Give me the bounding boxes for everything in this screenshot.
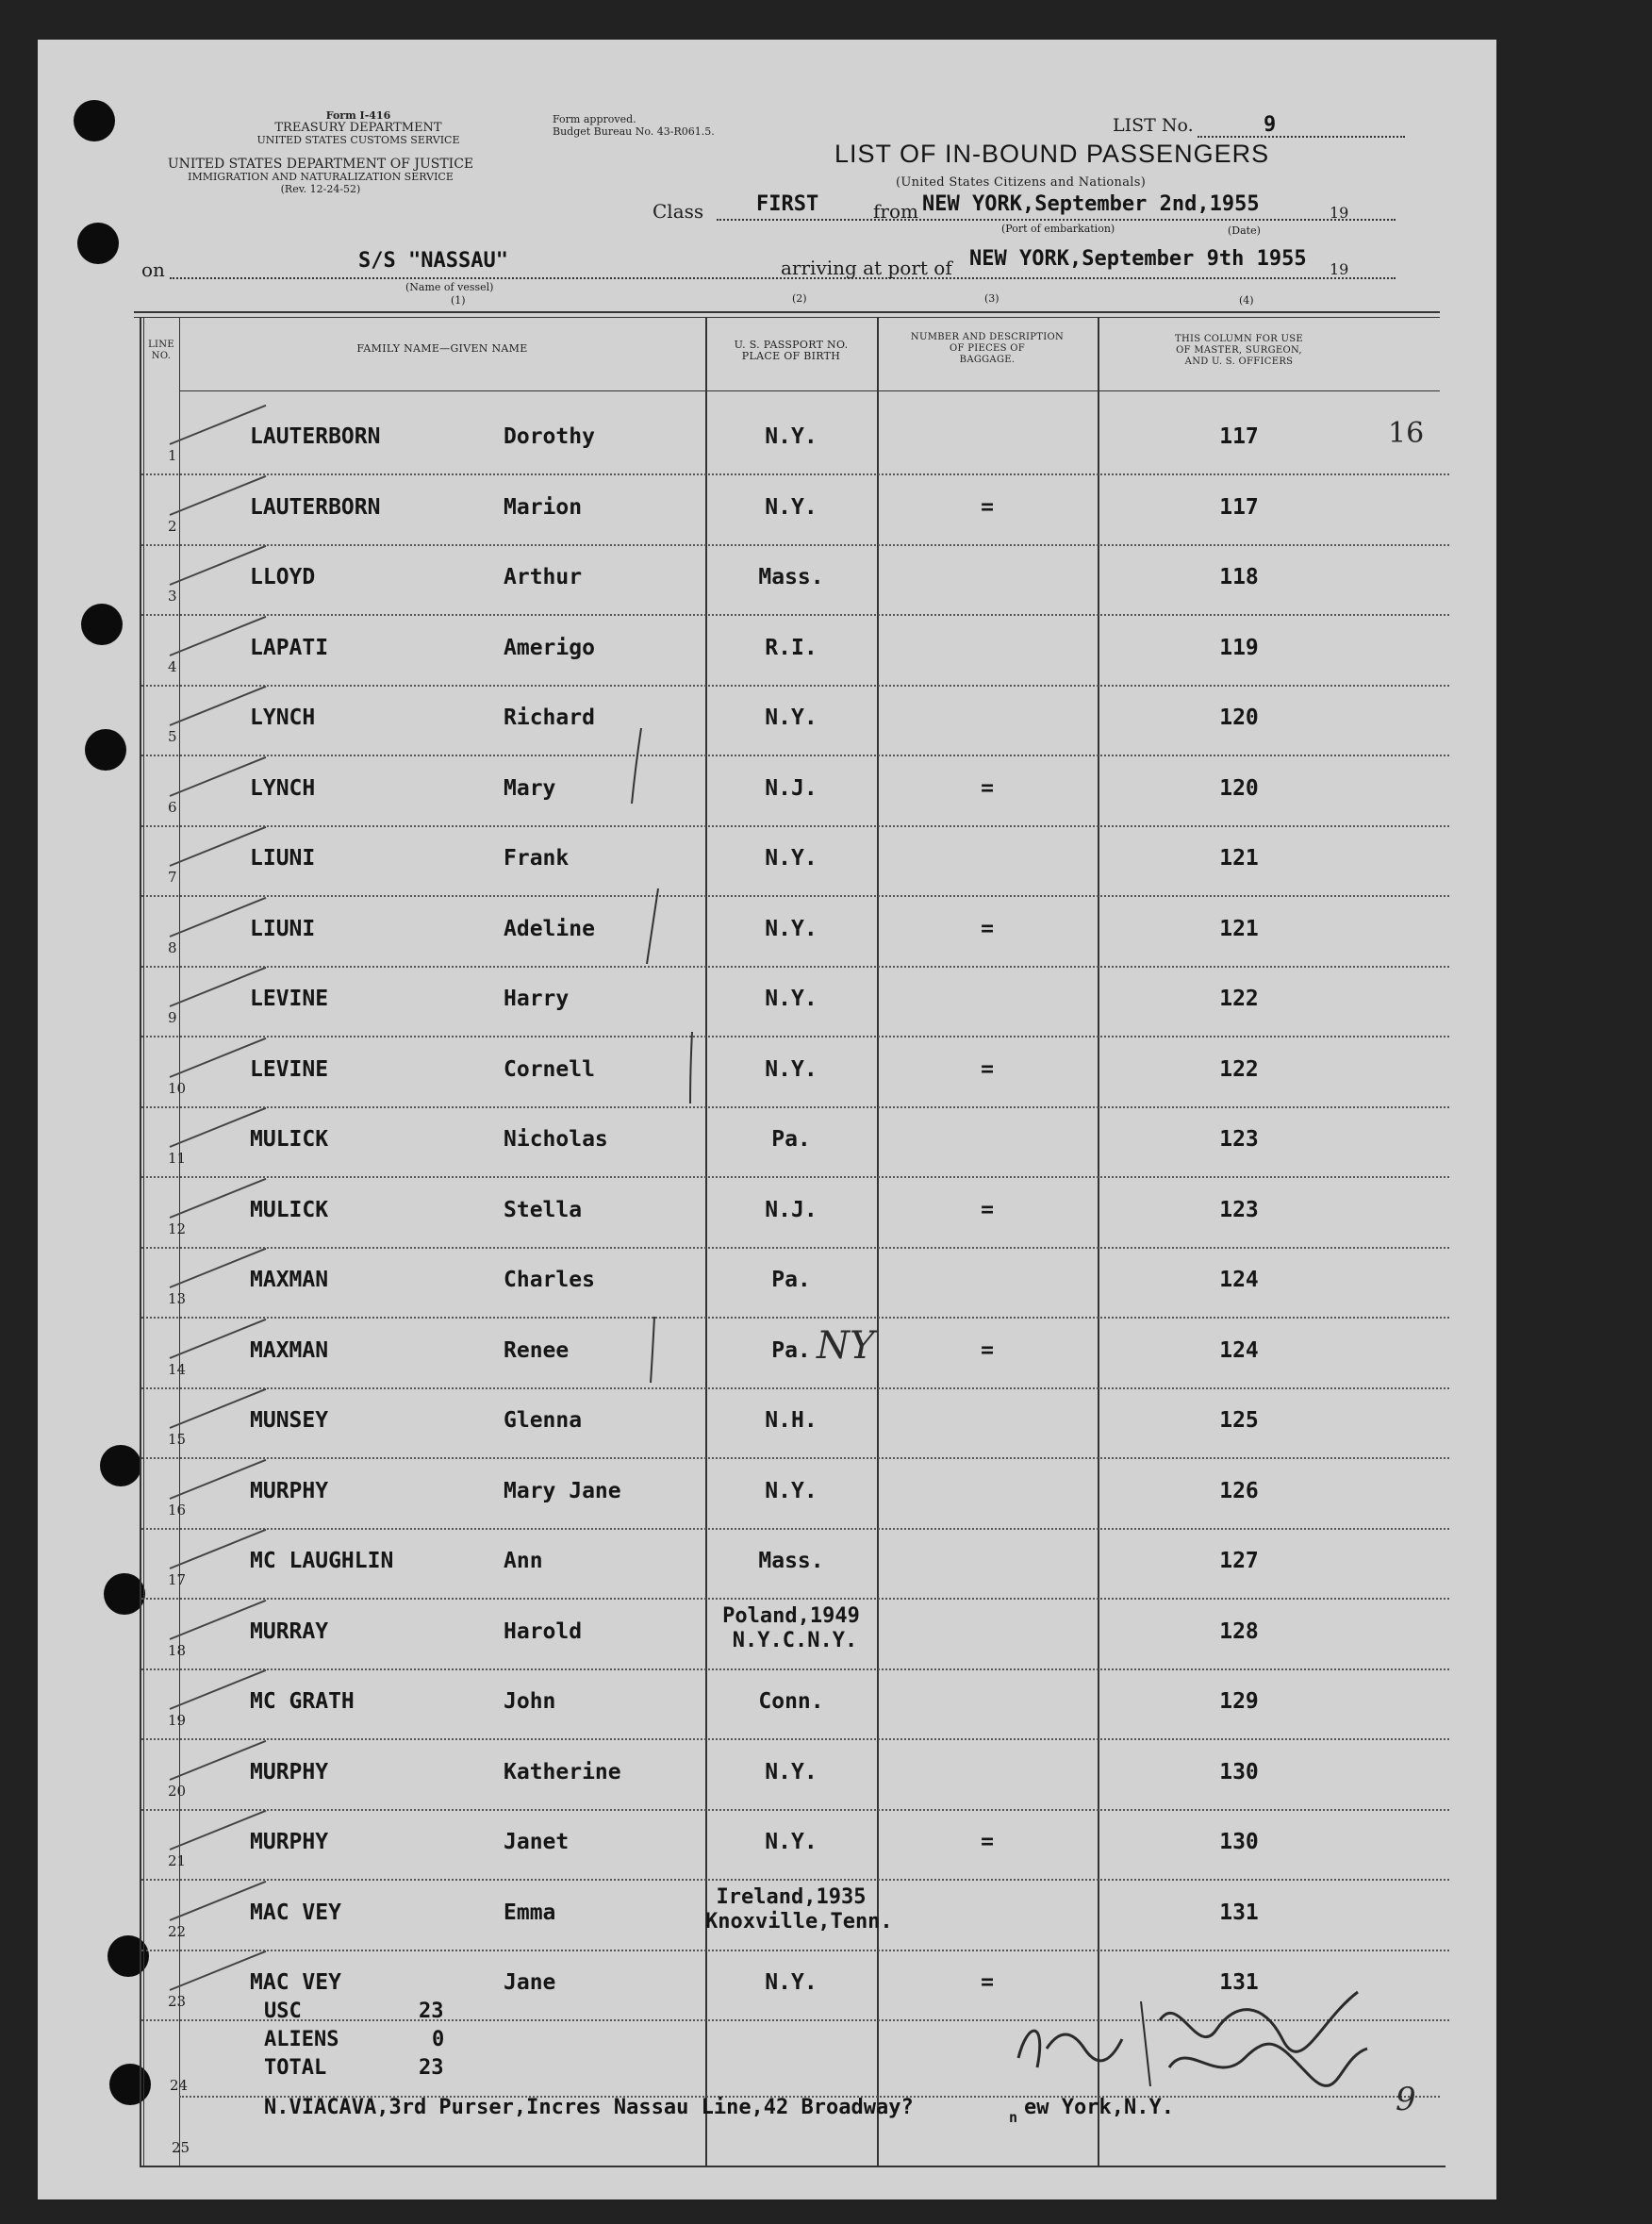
list-title: LIST OF IN-BOUND PASSENGERS bbox=[834, 140, 1270, 168]
given-name: Ann bbox=[504, 1549, 543, 1573]
given-name: Adeline bbox=[504, 916, 595, 941]
officer-number: 122 bbox=[1219, 1056, 1259, 1082]
ins-service: IMMIGRATION AND NATURALIZATION SERVICE bbox=[188, 171, 454, 183]
purser-signature-line: N.VIACAVA,3rd Purser,Incres Nassau Line,42 Broadway? bbox=[264, 2096, 914, 2119]
col-passport: U. S. PASSPORT NO. bbox=[734, 339, 849, 351]
line-number: 24 bbox=[170, 2077, 189, 2094]
birth-place-line-2: N.Y.C.N.Y. bbox=[732, 1628, 858, 1652]
margin-note-9: 9 bbox=[1396, 2081, 1416, 2118]
usc-label: USC bbox=[264, 2000, 302, 2023]
aliens-label: ALIENS bbox=[264, 2028, 339, 2051]
line-number: 20 bbox=[168, 1782, 187, 1800]
port-embark-caption: (Port of embarkation) bbox=[1001, 223, 1115, 235]
officer-number: 128 bbox=[1219, 1618, 1259, 1644]
given-name: Nicholas bbox=[504, 1127, 608, 1152]
officer-number: 124 bbox=[1219, 1268, 1259, 1292]
given-name: Mary Jane bbox=[504, 1478, 621, 1503]
birth-place: Pa. bbox=[771, 1337, 811, 1363]
line-number: 2 bbox=[168, 517, 177, 535]
officer-number: 117 bbox=[1219, 424, 1259, 449]
officer-number: 121 bbox=[1219, 916, 1259, 941]
col-line-no: LINE NO. bbox=[148, 340, 174, 361]
col-officer-2: OF MASTER, SURGEON, bbox=[1176, 345, 1302, 356]
given-name: Janet bbox=[504, 1830, 570, 1854]
officer-number: 117 bbox=[1219, 494, 1259, 520]
col-name: FAMILY NAME—GIVEN NAME bbox=[356, 342, 528, 355]
line-number: 14 bbox=[168, 1360, 187, 1378]
form-number: Form I-416 bbox=[325, 109, 391, 122]
signature-line-tail: ew York,N.Y. bbox=[1024, 2096, 1174, 2119]
officer-number: 119 bbox=[1219, 635, 1259, 660]
baggage: = bbox=[981, 1197, 994, 1222]
class-label: Class bbox=[653, 200, 704, 223]
given-name: Harry bbox=[504, 987, 570, 1011]
family-name: LYNCH bbox=[250, 775, 316, 801]
birth-place: N.Y. bbox=[765, 424, 818, 449]
given-name: Cornell bbox=[504, 1056, 595, 1082]
birth-place: R.I. bbox=[765, 635, 818, 660]
officer-number: 120 bbox=[1219, 705, 1259, 730]
given-name: Katherine bbox=[504, 1759, 621, 1784]
family-name: LLOYD bbox=[250, 565, 316, 589]
budget-bureau: Budget Bureau No. 43-R061.5. bbox=[553, 125, 715, 138]
family-name: MAC VEY bbox=[250, 1970, 341, 1995]
birth-place: N.J. bbox=[765, 1197, 818, 1222]
birth-place: N.Y. bbox=[765, 1478, 818, 1503]
family-name: MC GRATH bbox=[250, 1689, 355, 1714]
birth-place: Ireland,1935 bbox=[716, 1884, 867, 1909]
line-number: 17 bbox=[168, 1571, 187, 1588]
customs-service: UNITED STATES CUSTOMS SERVICE bbox=[256, 134, 460, 146]
family-name: LEVINE bbox=[250, 1056, 329, 1082]
caption-3: (3) bbox=[984, 292, 999, 305]
margin-note-16: 16 bbox=[1388, 417, 1425, 450]
col-baggage-2: OF PIECES OF bbox=[949, 343, 1025, 354]
from-label: from bbox=[873, 200, 918, 223]
officer-number: 123 bbox=[1219, 1127, 1259, 1152]
usc-count: 23 bbox=[419, 2000, 444, 2023]
officer-number: 126 bbox=[1219, 1478, 1259, 1503]
family-name: MAXMAN bbox=[250, 1337, 329, 1363]
col-baggage-1: NUMBER AND DESCRIPTION bbox=[910, 332, 1065, 342]
baggage: = bbox=[981, 1337, 994, 1363]
caption-1: (1) bbox=[451, 294, 466, 307]
line-number: 6 bbox=[168, 798, 177, 816]
col-birth: PLACE OF BIRTH bbox=[741, 350, 841, 362]
birth-place: N.Y. bbox=[765, 987, 818, 1011]
given-name: Charles bbox=[504, 1268, 595, 1292]
arriving-label: arriving at port of bbox=[781, 257, 952, 279]
line-number: 12 bbox=[168, 1220, 187, 1237]
baggage: = bbox=[981, 916, 994, 941]
line-number: 25 bbox=[172, 2139, 190, 2156]
officer-number: 120 bbox=[1219, 775, 1259, 801]
birth-place: Mass. bbox=[758, 1549, 824, 1573]
family-name: LAPATI bbox=[250, 635, 329, 660]
baggage: = bbox=[981, 1830, 994, 1854]
birth-place: Pa. bbox=[771, 1268, 811, 1292]
superscript-n: n bbox=[1009, 2109, 1018, 2126]
given-name: Frank bbox=[504, 846, 570, 871]
total-count: 23 bbox=[419, 2056, 444, 2080]
form-approved: Form approved. bbox=[553, 113, 636, 125]
on-label: on bbox=[141, 258, 165, 281]
family-name: MURRAY bbox=[250, 1618, 329, 1644]
caption-2: (2) bbox=[792, 292, 807, 305]
officer-number: 127 bbox=[1219, 1549, 1259, 1573]
family-name: LEVINE bbox=[250, 987, 329, 1011]
family-name: LAUTERBORN bbox=[250, 494, 381, 520]
justice-dept: UNITED STATES DEPARTMENT OF JUSTICE bbox=[167, 157, 474, 172]
officer-number: 118 bbox=[1219, 565, 1259, 589]
given-name: Marion bbox=[504, 494, 583, 520]
vessel-caption: (Name of vessel) bbox=[405, 281, 494, 293]
birth-place: N.Y. bbox=[765, 1056, 818, 1082]
family-name: MURPHY bbox=[250, 1759, 329, 1784]
officer-number: 130 bbox=[1219, 1759, 1259, 1784]
given-name: Mary bbox=[504, 775, 556, 801]
family-name: LYNCH bbox=[250, 705, 316, 730]
birth-place: N.Y. bbox=[765, 1759, 818, 1784]
line-number: 13 bbox=[168, 1290, 187, 1307]
birth-place: N.Y. bbox=[765, 1970, 818, 1995]
family-name: MULICK bbox=[250, 1197, 329, 1222]
line-number: 19 bbox=[168, 1712, 187, 1729]
birth-place: N.Y. bbox=[765, 494, 818, 520]
family-name: MURPHY bbox=[250, 1830, 329, 1854]
list-no-label: LIST No. bbox=[1113, 115, 1194, 136]
given-name: Glenna bbox=[504, 1408, 583, 1433]
list-no-value: 9 bbox=[1264, 113, 1277, 137]
aliens-count: 0 bbox=[432, 2028, 445, 2051]
line-number: 1 bbox=[168, 447, 177, 464]
given-name: Harold bbox=[504, 1618, 583, 1644]
baggage: = bbox=[981, 1056, 994, 1082]
officer-number: 121 bbox=[1219, 846, 1259, 871]
line-number: 9 bbox=[168, 1009, 177, 1026]
given-name: Amerigo bbox=[504, 635, 595, 660]
baggage: = bbox=[981, 494, 994, 520]
given-name: Arthur bbox=[504, 565, 583, 589]
col-officer-1: THIS COLUMN FOR USE bbox=[1174, 334, 1304, 344]
line-number: 15 bbox=[168, 1431, 187, 1448]
birth-place: N.H. bbox=[765, 1408, 818, 1433]
family-name: MAC VEY bbox=[250, 1900, 341, 1925]
given-name: Stella bbox=[504, 1197, 583, 1222]
birth-place: N.Y. bbox=[765, 1830, 818, 1854]
line-number: 22 bbox=[168, 1922, 187, 1940]
line-number: 8 bbox=[168, 938, 177, 956]
line-number: 11 bbox=[168, 1150, 187, 1167]
family-name: MUNSEY bbox=[250, 1408, 329, 1433]
family-name: MURPHY bbox=[250, 1478, 329, 1503]
year-prefix-2: 19 bbox=[1330, 260, 1349, 278]
line-number: 3 bbox=[168, 588, 177, 605]
class-value: FIRST bbox=[756, 192, 819, 216]
baggage: = bbox=[981, 775, 994, 801]
line-number: 18 bbox=[168, 1641, 187, 1659]
birth-place: N.J. bbox=[765, 775, 818, 801]
officer-number: 131 bbox=[1219, 1900, 1259, 1925]
birth-place: Conn. bbox=[758, 1689, 824, 1714]
given-name: Renee bbox=[504, 1337, 570, 1363]
ny-correction: NY bbox=[817, 1324, 875, 1368]
birth-place: N.Y. bbox=[765, 846, 818, 871]
officer-number: 129 bbox=[1219, 1689, 1259, 1714]
given-name: Jane bbox=[504, 1970, 556, 1995]
officer-number: 131 bbox=[1219, 1970, 1259, 1995]
baggage: = bbox=[981, 1970, 994, 1995]
caption-4: (4) bbox=[1239, 294, 1254, 307]
birth-place: Pa. bbox=[771, 1127, 811, 1152]
family-name: MC LAUGHLIN bbox=[250, 1549, 394, 1573]
line-number: 23 bbox=[168, 1993, 187, 2010]
document-page bbox=[38, 40, 1496, 2199]
family-name: MULICK bbox=[250, 1127, 329, 1152]
list-subtitle: (United States Citizens and Nationals) bbox=[896, 175, 1147, 190]
vessel-name: S/S "NASSAU" bbox=[358, 249, 508, 273]
treasury-dept: TREASURY DEPARTMENT bbox=[274, 121, 442, 135]
line-number: 7 bbox=[168, 869, 177, 886]
date-caption: (Date) bbox=[1228, 224, 1261, 237]
birth-place: N.Y. bbox=[765, 916, 818, 941]
col-officer-3: AND U. S. OFFICERS bbox=[1184, 357, 1294, 367]
officer-number: 124 bbox=[1219, 1337, 1259, 1363]
given-name: Richard bbox=[504, 705, 595, 730]
officer-number: 123 bbox=[1219, 1197, 1259, 1222]
line-number: 4 bbox=[168, 657, 177, 675]
year-prefix: 19 bbox=[1330, 204, 1349, 222]
line-number: 21 bbox=[168, 1852, 187, 1869]
given-name: Emma bbox=[504, 1900, 556, 1925]
birth-place-line-2: Knoxville,Tenn. bbox=[705, 1909, 893, 1934]
birth-place: Poland,1949 bbox=[722, 1603, 860, 1628]
family-name: LAUTERBORN bbox=[250, 424, 381, 449]
family-name: LIUNI bbox=[250, 846, 316, 871]
officer-number: 125 bbox=[1219, 1408, 1259, 1433]
arrival-value: NEW YORK,September 9th 1955 bbox=[969, 247, 1307, 271]
line-number: 10 bbox=[168, 1079, 187, 1097]
family-name: MAXMAN bbox=[250, 1268, 329, 1292]
from-value: NEW YORK,September 2nd,1955 bbox=[922, 192, 1260, 216]
birth-place: Mass. bbox=[758, 565, 824, 589]
given-name: Dorothy bbox=[504, 424, 595, 449]
line-number: 5 bbox=[168, 728, 177, 745]
line-number: 16 bbox=[168, 1501, 187, 1519]
form-revision: (Rev. 12-24-52) bbox=[280, 183, 361, 195]
family-name: LIUNI bbox=[250, 916, 316, 941]
officer-number: 130 bbox=[1219, 1830, 1259, 1854]
col-baggage-3: BAGGAGE. bbox=[959, 355, 1016, 365]
officer-number: 122 bbox=[1219, 987, 1259, 1011]
given-name: John bbox=[504, 1689, 556, 1714]
birth-place: N.Y. bbox=[765, 705, 818, 730]
total-label: TOTAL bbox=[264, 2056, 327, 2080]
checkmark-strokes bbox=[38, 40, 1496, 2199]
